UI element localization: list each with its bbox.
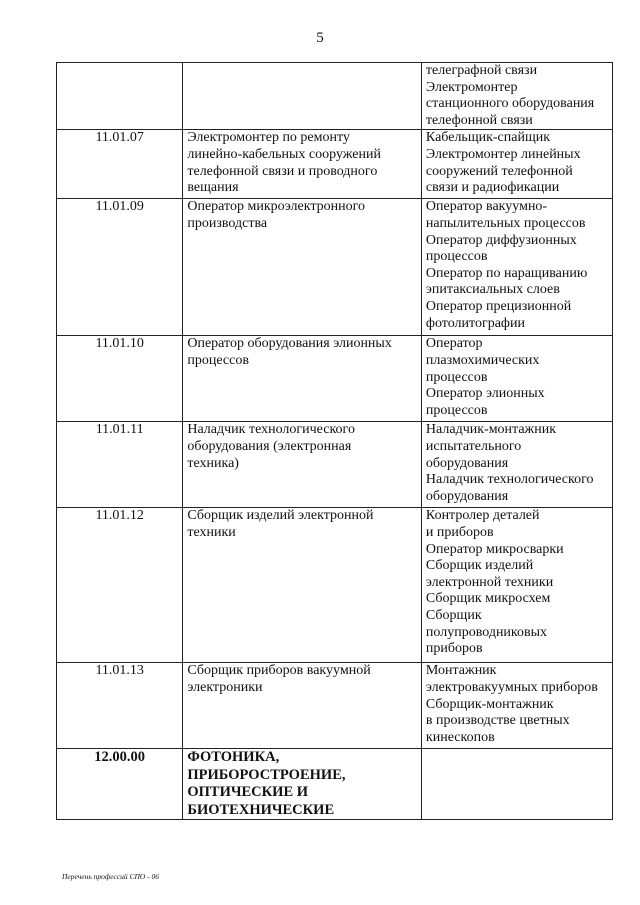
profession-name-line: производства — [187, 215, 268, 231]
related-profession-line: Сборщик изделий — [425, 558, 534, 574]
related-profession-line: Кабельщик-спайщик — [425, 130, 551, 146]
related-professions — [421, 508, 612, 663]
related-profession-line: Сборщик — [425, 607, 482, 623]
related-profession-line: Сборщик микросхем — [425, 591, 551, 607]
table-row — [57, 63, 613, 130]
profession-name-line: линейно-кабельных сооружений — [187, 146, 381, 162]
code-text: 11.01.10 — [95, 336, 144, 352]
related-profession-line: полупроводниковых — [425, 624, 548, 640]
related-professions — [421, 63, 612, 130]
related-profession-line: приборов — [425, 641, 483, 657]
profession-code — [57, 63, 183, 130]
profession-name-line: Оператор микроэлектронного — [187, 199, 366, 215]
related-profession-line: телефонной связи — [425, 112, 533, 128]
table-row — [57, 130, 613, 199]
related-profession-line: Оператор прецизионной — [425, 298, 572, 314]
profession-name-line: вещания — [187, 180, 239, 196]
profession-name — [183, 130, 422, 199]
profession-name-line: телефонной связи и проводного — [187, 163, 378, 179]
profession-name — [183, 663, 422, 749]
related-professions — [421, 422, 612, 508]
related-profession-line: напылительных процессов — [425, 215, 586, 231]
related-profession-line: и приборов — [425, 524, 494, 540]
related-profession-line: Оператор вакуумно- — [425, 199, 548, 215]
related-profession-line: оборудования — [425, 455, 509, 471]
profession-name-line: БИОТЕХНИЧЕСКИЕ — [187, 801, 335, 818]
profession-name-line: оборудования (электронная — [187, 438, 352, 454]
related-profession-line: эпитаксиальных слоев — [425, 282, 560, 298]
related-profession-line: испытательного — [425, 438, 522, 454]
related-profession-line: процессов — [425, 249, 488, 265]
profession-code — [57, 663, 183, 749]
profession-code — [57, 422, 183, 508]
code-text: 12.00.00 — [94, 749, 146, 766]
related-profession-line: процессов — [425, 402, 488, 418]
related-profession-line: Электромонтер — [425, 79, 518, 95]
profession-name-line: Наладчик технологического — [187, 422, 355, 438]
profession-name — [183, 508, 422, 663]
related-profession-line: оборудования — [425, 488, 509, 504]
profession-name-line: ОПТИЧЕСКИЕ И — [187, 784, 309, 801]
related-profession-line: телеграфной связи — [425, 63, 538, 78]
profession-name — [183, 336, 422, 422]
table-row — [57, 508, 613, 663]
related-profession-line: Оператор по наращиванию — [425, 265, 588, 281]
profession-name — [183, 422, 422, 508]
related-professions — [421, 130, 612, 199]
profession-name-line: ПРИБОРОСТРОЕНИЕ, — [187, 766, 346, 783]
profession-name-line: техника) — [187, 455, 239, 471]
related-profession-line: Наладчик технологического — [425, 472, 594, 488]
related-profession-line: кинескопов — [425, 729, 495, 745]
table-row — [57, 663, 613, 749]
profession-name-line: Электромонтер по ремонту — [187, 130, 350, 146]
related-professions — [421, 336, 612, 422]
related-profession-line: Монтажник — [425, 663, 497, 679]
profession-name — [183, 199, 422, 336]
table-row — [57, 422, 613, 508]
related-profession-line: Наладчик-монтажник — [425, 422, 557, 438]
related-profession-line: Оператор — [425, 336, 483, 352]
code-text: 11.01.12 — [95, 508, 144, 524]
code-text: 11.01.07 — [95, 130, 144, 146]
professions-table-body — [57, 63, 613, 820]
profession-name — [183, 63, 422, 130]
related-profession-line: плазмохимических — [425, 352, 540, 368]
related-professions — [421, 663, 612, 749]
related-profession-line: Сборщик-монтажник — [425, 696, 554, 712]
related-profession-line: Контролер деталей — [425, 508, 540, 524]
footer-note: Перечень профессий СПО - 06 — [62, 872, 160, 881]
profession-name-line: процессов — [187, 352, 249, 368]
profession-name — [183, 749, 422, 820]
profession-code — [57, 749, 183, 820]
table-row — [57, 749, 613, 820]
related-profession-line: в производстве цветных — [425, 713, 570, 729]
related-profession-line: процессов — [425, 369, 488, 385]
profession-code — [57, 199, 183, 336]
related-profession-line: связи и радиофикации — [425, 180, 560, 196]
code-text: 11.01.11 — [95, 422, 144, 438]
related-profession-line: фотолитографии — [425, 315, 525, 331]
table-row — [57, 199, 613, 336]
page-number: 5 — [316, 30, 324, 46]
profession-code — [57, 508, 183, 663]
related-profession-line: Оператор диффузионных — [425, 232, 577, 248]
related-profession-line: станционного оборудования — [425, 96, 595, 112]
related-profession-line: электровакуумных приборов — [425, 679, 598, 695]
profession-name-line: Оператор оборудования элионных — [187, 336, 392, 352]
related-profession-line: сооружений телефонной — [425, 163, 573, 179]
profession-code — [57, 130, 183, 199]
code-text: 11.01.09 — [95, 199, 144, 215]
related-professions — [421, 749, 612, 820]
table-row — [57, 336, 613, 422]
profession-code — [57, 336, 183, 422]
code-text: 11.01.13 — [95, 663, 144, 679]
related-profession-line: Электромонтер линейных — [425, 146, 581, 162]
profession-name-line: Сборщик изделий электронной — [187, 508, 374, 524]
profession-name-line: техники — [187, 524, 236, 540]
professions-table — [56, 62, 613, 820]
related-profession-line: электронной техники — [425, 574, 554, 590]
profession-name-line: электроники — [187, 679, 263, 695]
profession-name-line: Сборщик приборов вакуумной — [187, 663, 371, 679]
profession-name-line: ФОТОНИКА, — [187, 749, 280, 766]
related-profession-line: Оператор микросварки — [425, 541, 564, 557]
related-profession-line: Оператор элионных — [425, 386, 545, 402]
related-professions — [421, 199, 612, 336]
